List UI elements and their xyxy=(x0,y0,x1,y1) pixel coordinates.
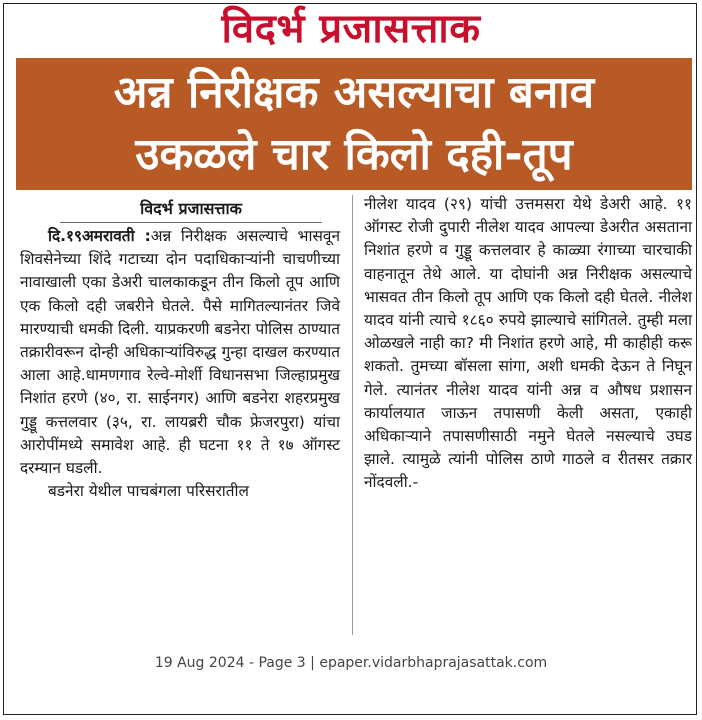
article-column-left xyxy=(20,196,340,503)
headline-line-1: अन्न निरीक्षक असल्याचा बनाव xyxy=(113,67,595,118)
headline-line-2: उकळले चार किलो दही-तूप xyxy=(135,129,573,180)
article-paragraph-1 xyxy=(20,225,340,480)
article-paragraph-3: नीलेश यादव (२९) यांची उत्तमसरा येथे डेअरी आहे. ११ ऑगस्ट रोजी दुपारी नीलेश यादव आपल्या डेअरीत असताना निशांत हरणे व गुड्डू कत्तलवार हे काळ्या रंगाच्या चारचाकी वाहनातून तेथे आले. या दोघांनी अन्न निरीक्षक असल्याचे भासवत तीन किलो तूप आणि एक किलो दही घेतले. नीलेश यादव यांनी त्याचे १८६० रुपये झाल्याचे सांगितले. तुम्ही मला ओळखले नाही का? मी निशांत हरणे आहे, मी काहीही करू शकतो. तुमच्या बॉसला सांगा, अशी धमकी देऊन ते निघून गेले. त्यानंतर नीलेश यादव यांनी अन्न व औषध प्रशासन कार्यालयात जाऊन तपासणी केली असता, एकाही अधिकाऱ्याने तपासणीसाठी नमुने घेतले नसल्याचे उघड झाले. त्यामुळे त्यांनी पोलिस ठाणे गाठले व रीतसर तक्रार नोंदवली.- xyxy=(364,195,692,492)
byline: विदर्भ प्रजासत्ताक xyxy=(60,196,322,223)
dateline: दि.१९अमरावती : xyxy=(48,227,151,245)
headline-banner xyxy=(16,58,692,190)
article-column-right xyxy=(364,193,692,495)
article-paragraph-2: बडनेरा येथील पाचबंगला परिसरातील xyxy=(48,482,249,501)
article-paragraph-1-text: अन्न निरीक्षक असल्याचे भासवून शिवसेनेच्या शिंदे गटाच्या दोन पदाधिकाऱ्यांनी चाचणीच्या नावाखाली एका डेअरी चालकाकडून तीन किलो तूप आणि एक किलो दही जबरीने घेतले. पैसे मागितल्यानंतर जिवे मारण्याची धमकी दिली. याप्रकरणी बडनेरा पोलिस ठाण्यात तक्रारीवरून दोन्ही अधिकाऱ्यांविरुद्ध गुन्हा दाखल करण्यात आला आहे.धामणगाव रेल्वे-मोर्शी विधानसभा जिल्हाप्रमुख निशांत हरणे (४०, रा. साईनगर) आणि बडनेरा शहरप्रमुख गुड्डू कत्तलवार (३५, रा. लायब्ररी चौक फ्रेजरपुरा) यांचा आरोपींमध्ये समावेश आहे. ही घटना ११ ते १७ ऑगस्ट दरम्यान घडली. xyxy=(20,227,340,478)
masthead: विदर्भ प्रजासत्ताक xyxy=(221,6,481,52)
page-footer: 19 Aug 2024 - Page 3 | epaper.vidarbhaprajasattak.com xyxy=(154,655,548,671)
column-divider xyxy=(352,195,353,635)
